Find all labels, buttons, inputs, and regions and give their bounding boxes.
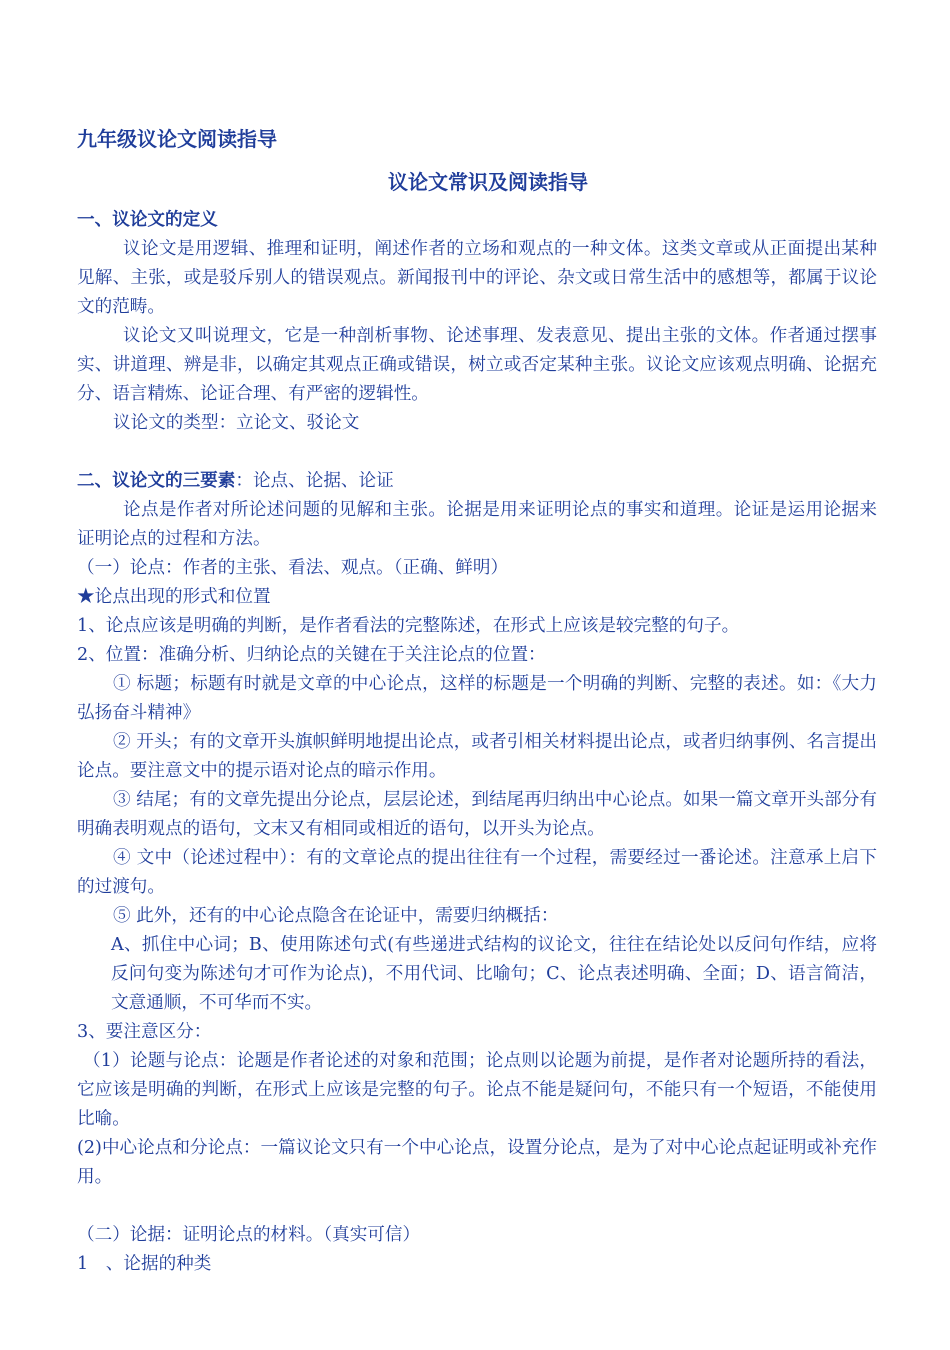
section-heading-rest: ：论点、论据、论证: [235, 471, 394, 491]
section-heading-text: 二、议论文的三要素: [77, 471, 236, 491]
document-subtitle: 议论文常识及阅读指导: [388, 170, 588, 194]
paragraph-types: 议论文的类型：立论文、驳论文: [113, 413, 360, 433]
position-title: ① 标题；标题有时就是文章的中心论点，这样的标题是一个明确的判断、完整的表述。如：《大力弘扬奋斗精神》: [77, 674, 877, 723]
list-item-3: 3、要注意区分：: [77, 1022, 212, 1042]
position-ending: ③ 结尾；有的文章先提出分论点，层层论述，到结尾再归纳出中心论点。如果一篇文章开头部分有明确表明观点的语句，文末又有相同或相近的语句，以开头为论点。: [77, 790, 877, 839]
paragraph-definition-1: 议论文是用逻辑、推理和证明，阐述作者的立场和观点的一种文体。这类文章或从正面提出某种见解、主张，或是驳斥别人的错误观点。新闻报刊中的评论、杂文或日常生活中的感想等，都属于议论文的范畴。: [77, 239, 877, 317]
paragraph-elements: 论点是作者对所论述问题的见解和主张。论据是用来证明论点的事实和道理。论证是运用论据来证明论点的过程和方法。: [77, 500, 877, 549]
position-implicit-detail: A、抓住中心词；B、使用陈述句式(有些递进式结构的议论文，往往在结论处以反问句作结，应将反问句变为陈述句才可作为论点)，不用代词、比喻句；C、论点表述明确、全面；D、语言简洁，文意通顺，不可华而不实。: [111, 935, 877, 1013]
evidence-item-1: 1 、论据的种类: [77, 1254, 212, 1274]
position-implicit: ⑤ 此外，还有的中心论点隐含在论证中，需要归纳概括：: [113, 906, 559, 926]
subheading-argument: （一）论点：作者的主张、看法、观点。（正确、鲜明）: [77, 558, 509, 578]
position-middle: ④ 文中（论述过程中）：有的文章论点的提出往往有一个过程，需要经过一番论述。注意承上启下的过渡句。: [77, 848, 877, 897]
list-item-2: 2、位置：准确分析、归纳论点的关键在于关注论点的位置：: [77, 645, 546, 665]
position-opening: ② 开头；有的文章开头旗帜鲜明地提出论点，或者引相关材料提出论点，或者归纳事例、名言提出论点。要注意文中的提示语对论点的暗示作用。: [77, 732, 877, 781]
spacer: [77, 438, 877, 467]
distinction-2: (2)中心论点和分论点：一篇议论文只有一个中心论点，设置分论点，是为了对中心论点起证明或补充作用。: [77, 1138, 877, 1187]
section-heading-definition: 一、议论文的定义: [77, 210, 218, 230]
section-heading-three-elements: [77, 467, 877, 496]
subheading-evidence: （二）论据：证明论点的材料。（真实可信）: [77, 1225, 421, 1245]
document-title: 九年级议论文阅读指导: [77, 127, 277, 151]
spacer: [77, 1192, 877, 1221]
distinction-1: （1）论题与论点：论题是作者论述的对象和范围；论点则以论题为前提，是作者对论题所持的看法，它应该是明确的判断，在形式上应该是完整的句子。论点不能是疑问句，不能只有一个短语，不能使用比喻。: [77, 1051, 877, 1129]
document-body: [77, 206, 877, 1279]
paragraph-definition-2: 议论文又叫说理文，它是一种剖析事物、论述事理、发表意见、提出主张的文体。作者通过摆事实、讲道理、辨是非，以确定其观点正确或错误，树立或否定某种主张。议论文应该观点明确、论据充分、语言精炼、论证合理、有严密的逻辑性。: [77, 326, 877, 404]
list-item-1: 1、论点应该是明确的判断，是作者看法的完整陈述，在形式上应该是较完整的句子。: [77, 616, 740, 636]
star-heading: ★论点出现的形式和位置: [77, 587, 271, 607]
